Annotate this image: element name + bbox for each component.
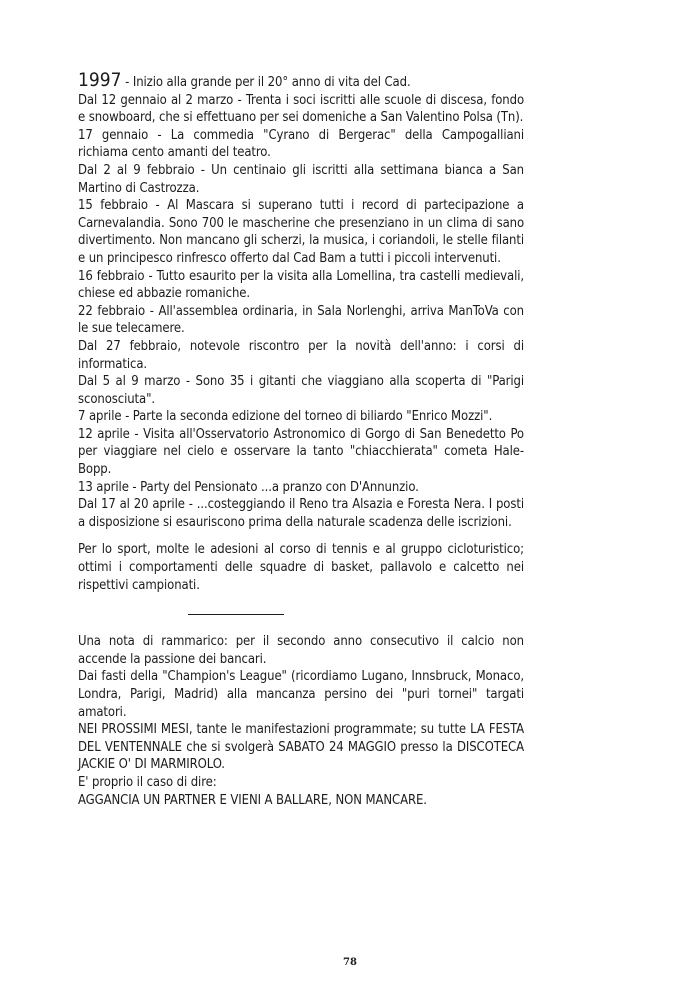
year-heading: 1997 xyxy=(78,69,122,91)
entry-assemblea: 22 febbraio - All'assemblea ordinaria, in Sala Norlenghi, arriva ManToVa con le sue telecamere. xyxy=(78,303,524,337)
entry-informatica: Dal 27 febbraio, notevole riscontro per la novità dell'anno: i corsi di informatica. xyxy=(78,338,524,372)
closing-slogan: AGGANCIA UN PARTNER E VIENI A BALLARE, NON MANCARE. xyxy=(78,792,427,808)
entry-pensionato: 13 aprile - Party del Pensionato ...a pranzo con D'Annunzio. xyxy=(78,479,419,495)
entry-parigi: Dal 5 al 9 marzo - Sono 35 i gitanti che viaggiano alla scoperta di "Parigi sconosciuta". xyxy=(78,374,524,407)
entry-cyrano: 17 gennaio - La commedia "Cyrano di Bergerac" della Campogalliani richiama cento amanti del teatro. xyxy=(78,127,524,161)
closing-events: NEI PROSSIMI MESI, tante le manifestazioni programmate; su tutte LA FESTA DEL VENTENNALE che si svolgerà SABATO 24 MAGGIO presso la DISCOTECA JACKIE O' DI MARMIROLO. xyxy=(78,722,524,773)
sport-paragraph: Per lo sport, molte le adesioni al corso di tennis e al gruppo cicloturistico; ottimi i comportamenti delle squadre di basket, pallavolo e calcetto nei rispettivi campionati. xyxy=(78,542,524,593)
closing-note: Una nota di rammarico: per il secondo anno consecutivo il calcio non accende la passione dei bancari. xyxy=(78,634,524,667)
closing-saying: E' proprio il caso di dire: xyxy=(78,774,217,790)
article-body xyxy=(78,71,524,809)
entry-lomellina: 16 febbraio - Tutto esaurito per la visita alla Lomellina, tra castelli medievali, chiese ed abbazie romaniche. xyxy=(78,268,524,302)
entry-ski-school: Dal 12 gennaio al 2 marzo - Trenta i soci iscritti alle scuole di discesa, fondo e snowboard, che si effettuano per sei domeniche a San Valentino Polsa (Tn). xyxy=(78,92,524,126)
entry-biliardo: 7 aprile - Parte la seconda edizione del torneo di biliardo "Enrico Mozzi". xyxy=(78,409,493,425)
paragraph-gap xyxy=(78,531,524,541)
section-divider xyxy=(188,614,284,615)
intro-line xyxy=(78,71,524,92)
entry-carnevalandia: 15 febbraio - Al Mascara si superano tutti i record di partecipazione a Carnevalandia. Sono 700 le mascherine che presenziano in un clima di sano divertimento. Non mancano gli scherzi, la musica, i coriandoli, le stelle filanti e un principesco rinfresco offerto dal Cad Bam a tutti i piccoli intervenuti. xyxy=(78,198,524,266)
entry-osservatorio: 12 aprile - Visita all'Osservatorio Astronomico di Gorgo di San Benedetto Po per viaggiare nel cielo e osservare la tanto "chiacchierata" cometa Hale-Bopp. xyxy=(78,426,524,478)
year-intro: - Inizio alla grande per il 20° anno di vita del Cad. xyxy=(121,75,411,90)
entry-reno: Dal 17 al 20 aprile - ...costeggiando il Reno tra Alsazia e Foresta Nera. I posti a disposizione si esauriscono prima della naturale scadenza delle iscrizioni. xyxy=(78,497,524,530)
page-number: 78 xyxy=(343,957,357,968)
entry-settimana-bianca: Dal 2 al 9 febbraio - Un centinaio gli iscritti alla settimana bianca a San Martino di Castrozza. xyxy=(78,162,524,196)
closing-champions: Dai fasti della "Champion's League" (ricordiamo Lugano, Innsbruck, Monaco, Londra, Parigi, Madrid) alla mancanza persino dei "puri tornei" targati amatori. xyxy=(78,669,524,720)
closing-tail xyxy=(78,774,524,809)
